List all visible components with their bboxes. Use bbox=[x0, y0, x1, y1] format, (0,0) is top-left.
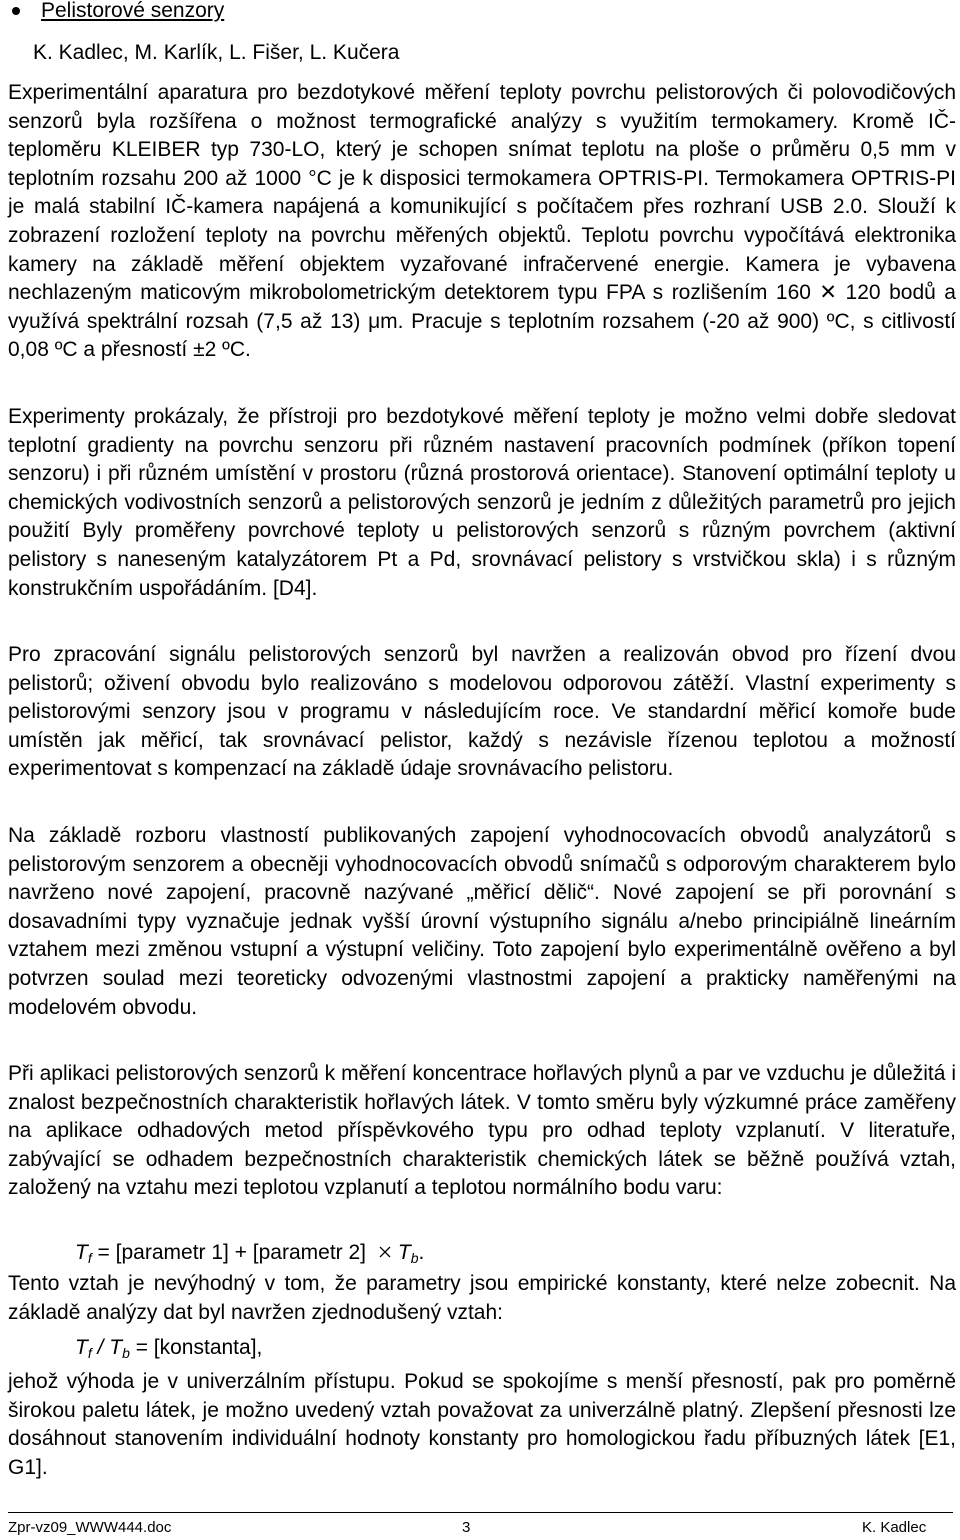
formula-1-tb: $T_b$ bbox=[397, 1241, 419, 1266]
bullet-icon bbox=[12, 7, 20, 15]
paragraph-aplikace: Při aplikaci pelistorových senzorů k měření koncentrace hořlavých plynů a par ve vzduchu je důležitá i znalost bezpečnostních charakteristik hořlavých látek. V tomto směru byly výzkumné práce zaměřeny na aplikace odhadových metod příspěvkového typu pro odhad teploty vzplanutí. V literatuře, zabývající se odhadem bezpečnostních charakteristik chemických látek se běžně používá vztah, založený na vztahu mezi teplotou vzplanutí a teplotou normálního bodu varu: bbox=[8, 1062, 956, 1200]
formula-2-tb: $T_b$ bbox=[109, 1336, 130, 1361]
formula-2: $T_f / T_b$ = [konstanta], bbox=[75, 1336, 263, 1361]
authors-line: K. Kadlec, M. Karlík, L. Fišer, L. Kučera bbox=[33, 41, 400, 64]
paragraph-experimenty: Experimenty prokázaly, že přístroji pro bezdotykové měření teploty je možno velmi dobře sledovat teplotní gradienty na povrchu senzoru při různém nastavení pracovních podmínek (příkon topení senzoru) i při různém umístění v prostoru (různá prostorová orientace). Stanovení optimální teploty u chemických vodivostních senzorů a pelistorových senzorů je jedním z důležitých parametrů pro jejich použití Byly proměřeny povrchové teploty u pelistorových senzorů s různým povrchem (aktivní pelistory s naneseným katalyzátorem Pt a Pd, srovnávací pelistory s vrstvičkou skla) i s různým konstrukčním uspořádáním. [D4]. bbox=[8, 405, 956, 600]
paragraph-vztah: Tento vztah je nevýhodný v tom, že parametry jsou empirické konstanty, které nelze zobecnit. Na základě analýzy dat byl navržen zjednodušený vztah: bbox=[8, 1272, 956, 1324]
paragraph-aparatura: Experimentální aparatura pro bezdotykové měření teploty povrchu pelistorových či polovodičových senzorů byla rozšířena o možnost termografické analýzy s využitím termokamery. Kromě IČ-teploměru KLEIBER typ 730-LO, který je schopen snímat teplotu na ploše o průměru 0,5 mm v teplotním rozsahu 200 až 1000 °C je k disposici termokamera OPTRIS-PI. Termokamera OPTRIS-PI je malá stabilní IČ-kamera napájená a komunikující s počítačem přes rozhraní USB 2.0. Slouží k zobrazení rozložení teploty na povrchu měřených objektů. Teplotu povrchu vypočítává elektronika kamery na základě měření objektem vyzařované infračervené energie. Kamera je vybavena nechlazeným maticovým mikrobolometrickým detektorem typu FPA s rozlišením 160 ✕ 120 bodů a využívá spektrální rozsah (7,5 až 13) μm. Pracuje s teplotním rozsahem (-20 až 900) ºC, s citlivostí 0,08 ºC a přesností ±2 ºC. bbox=[8, 81, 956, 362]
heading-text: Pelistorové senzory bbox=[41, 0, 225, 22]
footer-filename: Zpr-vz09_WWW444.doc bbox=[8, 1519, 172, 1536]
paragraph-vyhoda: jehož výhoda je v univerzálním přístupu. Pokud se spokojíme s menší přesností, pak pro poměrně širokou paletu látek, je možno uvedený vztah považovat za univerzálně platný. Zlepšení přesnosti lze dosáhnout stanovením individuální hodnoty konstanty pro homologickou řadu příbuzných látek [E1, G1]. bbox=[8, 1370, 956, 1479]
paragraph-rozbor: Na základě rozboru vlastností publikovaných zapojení vyhodnocovacích obvodů analyzátorů s pelistorovým senzorem a obecněji vyhodnocovacích obvodů snímačů s odporovým charakterem bylo navrženo nové zapojení, pracovně nazývané „měřicí dělič“. Nové zapojení se při porovnání s dosavadními typy vyznačuje jednak vyšší úrovní výstupního signálu a/nebo principiálně lineárním vztahem mezi změnou vstupní a výstupní veličiny. Toto zapojení bylo experimentálně ověřeno a byl potvrzen soulad mezi teoreticky odvozenými vlastnostmi zapojení a prakticky naměřenými na modelovém obvodu. bbox=[8, 824, 956, 1019]
formula-2-tf: $T_f$ bbox=[75, 1336, 92, 1361]
paragraph-zpracovani: Pro zpracování signálu pelistorových senzorů byl navržen a realizován obvod pro řízení dvou pelistorů; oživení obvodu bylo realizováno s modelovou odporovou zátěží. Vlastní experimenty s pelistorovými senzory jsou v programu v následujícím roce. Ve standardní měřicí komoře bude umístěn jak měřicí, tak srovnávací pelistor, každý s nezávisle řízenou teplotou a možností experimentovat s kompenzací na základě údaje srovnávacího pelistoru. bbox=[8, 643, 956, 781]
formula-1: $T_f$ = [parametr 1] + [parametr 2] $T_b$. bbox=[75, 1241, 425, 1266]
footer-divider bbox=[8, 1512, 953, 1513]
formula-1-tf: $T_f$ bbox=[75, 1241, 92, 1266]
footer-author: K. Kadlec bbox=[862, 1519, 927, 1536]
times-icon bbox=[378, 1240, 392, 1266]
footer-page-number: 3 bbox=[462, 1519, 471, 1536]
